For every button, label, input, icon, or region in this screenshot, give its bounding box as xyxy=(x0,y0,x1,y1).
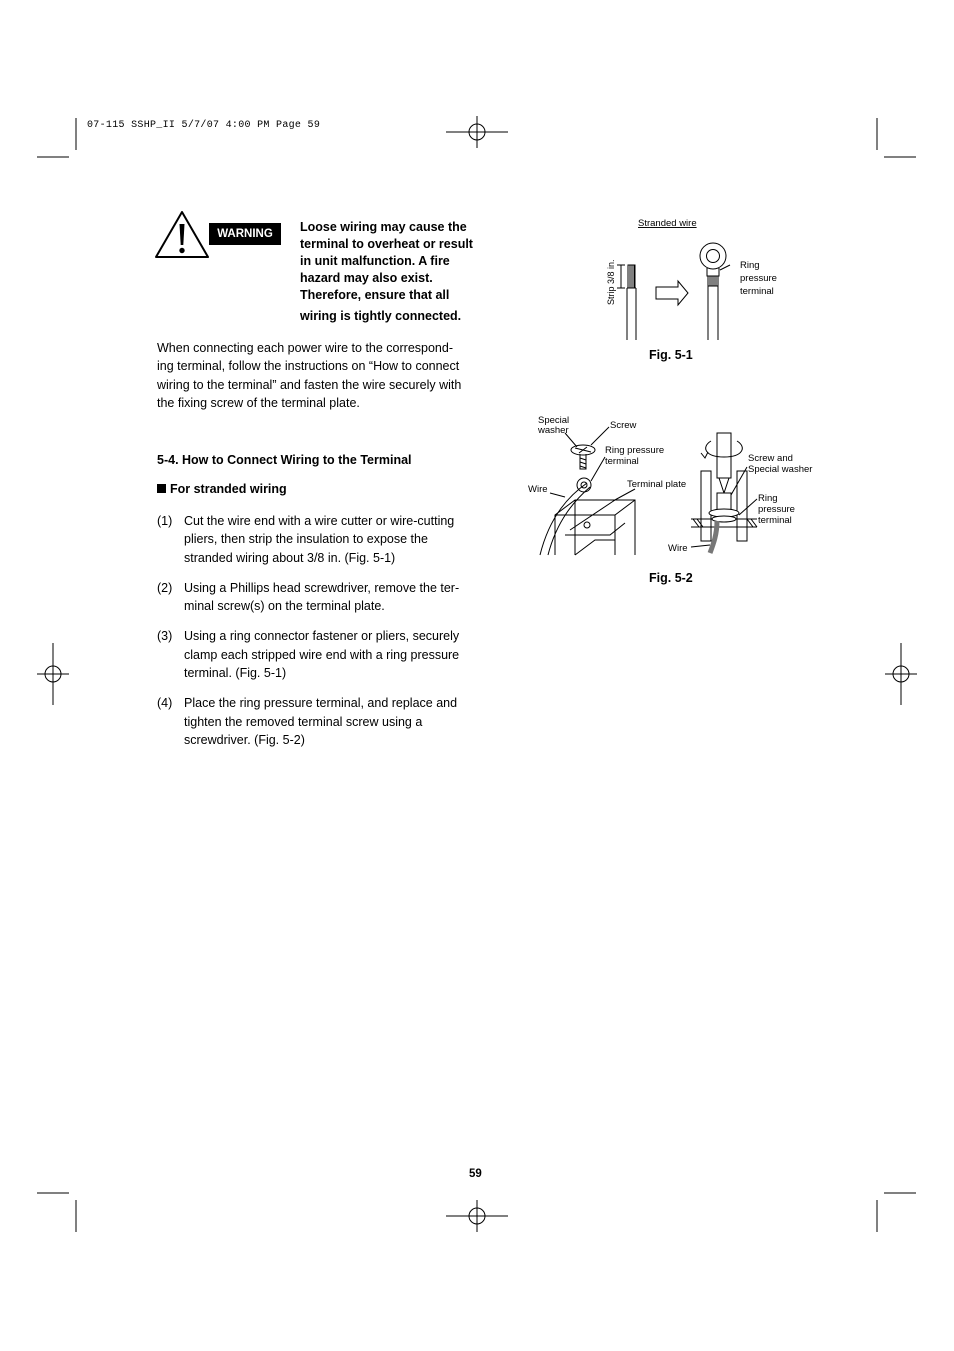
step-4: (4) Place the ring pressure terminal, and replace and tighten the removed terminal screw using a screwdriver. (Fig. 5-2) xyxy=(157,696,458,747)
intro-paragraph: When connecting each power wire to the correspond- ing terminal, follow the instructions on “How to connect wiring to the terminal” and fasten the wire securely with the fixing screw of the terminal plate. xyxy=(157,341,462,410)
label-terminal: terminal xyxy=(605,456,639,467)
label-special-washer: Special washer xyxy=(748,464,813,475)
warning-badge: WARNING xyxy=(209,223,281,245)
figure-5-2 xyxy=(525,405,835,565)
subsection-title: For stranded wiring xyxy=(157,482,287,496)
label-ring-1: Ring xyxy=(740,260,760,271)
label-ring-r2: pressure xyxy=(758,504,795,515)
label-ring-r3: terminal xyxy=(758,515,792,526)
step-2: (2) Using a Phillips head screwdriver, remove the ter- minal screw(s) on the terminal plate. xyxy=(157,580,460,614)
page-number: 59 xyxy=(469,1168,482,1180)
step-3: (3) Using a ring connector fastener or pliers, securely clamp each stripped wire end with a ring pressure terminal. (Fig. 5-1) xyxy=(157,629,460,681)
label-terminal-plate: Terminal plate xyxy=(627,479,687,490)
label-ring-r1: Ring xyxy=(758,493,778,504)
square-bullet-icon xyxy=(157,484,166,493)
label-wire-right: Wire xyxy=(668,543,688,554)
figure-5-1 xyxy=(590,210,830,345)
steps-list xyxy=(157,512,487,761)
print-slug: 07-115 SSHP_II 5/7/07 4:00 PM Page 59 xyxy=(87,120,321,131)
label-ring-2: pressure xyxy=(740,273,777,284)
label-screw: Screw xyxy=(610,420,637,431)
label-ring-3: terminal xyxy=(740,286,774,297)
label-strip: Strip 3/8 in. xyxy=(606,259,616,305)
section-title: 5-4. How to Connect Wiring to the Terminal xyxy=(157,453,412,467)
fig-5-1-caption: Fig. 5-1 xyxy=(649,348,693,362)
warning-text: Loose wiring may cause the terminal to overheat or result in unit malfunction. A fire hazard may also exist. Therefore, ensure that all wiring is tightly connected. xyxy=(300,220,473,323)
label-wire-left: Wire xyxy=(528,484,548,495)
label-screw-and: Screw and xyxy=(748,453,793,464)
label-ring-pressure: Ring pressure xyxy=(605,445,665,456)
fig-5-2-caption: Fig. 5-2 xyxy=(649,571,693,585)
label-stranded-wire: Stranded wire xyxy=(638,218,697,229)
warning-triangle-icon xyxy=(155,210,211,260)
label-washer: washer xyxy=(538,425,569,436)
label-special: Special xyxy=(538,415,570,426)
step-1: (1) Cut the wire end with a wire cutter or wire-cutting pliers, then strip the insulation to expose the stranded wiring about 3/8 in. (Fig. 5-1) xyxy=(157,514,455,565)
